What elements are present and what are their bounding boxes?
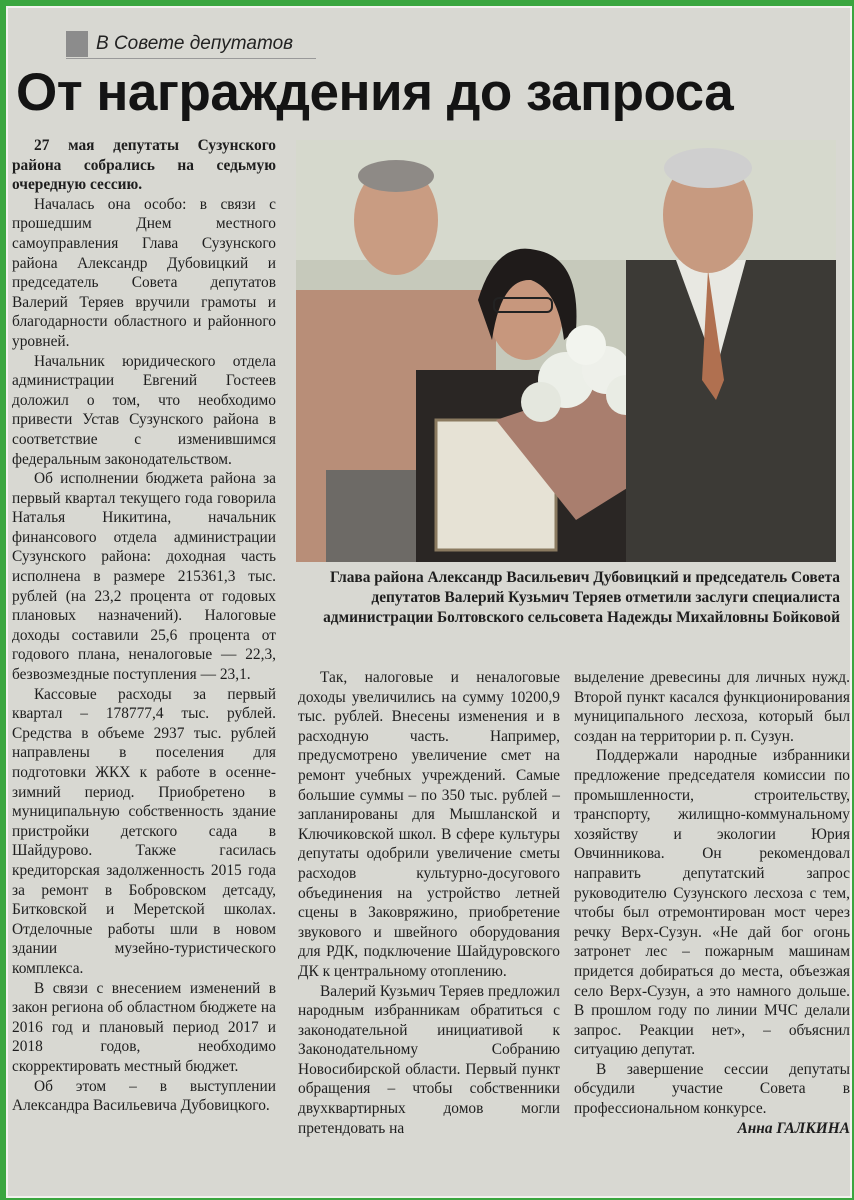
rubric-marker <box>66 31 88 57</box>
newspaper-page <box>6 6 852 1198</box>
rubric-underline <box>66 58 316 59</box>
paragraph: Валерий Кузьмич Теряев предложил народным избранникам обратиться с законодательной инициативой к Законодательному Собранию Новосибирской области. Первый пункт обращения – чтобы собственники двухквартирных домов могли претендовать на <box>298 982 560 1137</box>
photo-caption <box>298 568 840 628</box>
paragraph: Кассовые расходы за первый квартал – 178777,4 тыс. рублей. Средства в объеме 2937 тыс. рублей направлены в поселения для подготовки ЖКХ к работе в осенне-зимний период. Приобретено в муниципальную собственность здание пристройки детского сада в Шайдурово. Также гасилась кредиторская задолженность 2015 года за ремонт в Бобровском детсаду, Битковской и Меретской школах. Отделочные работы шли в новом здании музейно-туристического комплекса. <box>12 685 276 977</box>
paragraph: Об этом – в выступлении Александра Васильевича Дубовицкого. <box>12 1077 276 1115</box>
paragraph: Началась она особо: в связи с прошедшим Днем местного самоуправления Глава Сузунского района Александр Дубовицкий и председатель Совета депутатов Валерий Теряев вручили грамоты и благодарности областного и районного уровней. <box>12 195 276 350</box>
article-photo <box>296 140 836 562</box>
adjacent-column-edge <box>844 48 852 378</box>
photo-illustration <box>296 140 836 562</box>
article-headline: От награждения до запроса <box>16 63 734 122</box>
paragraph: В завершение сессии депутаты обсудили участие Совета в профессиональном конкурсе. <box>574 1060 850 1118</box>
paragraph: Так, налоговые и неналоговые доходы увеличились на сумму 10200,9 тыс. рублей. Внесены изменения и в расходную часть. Например, предусмотрено увеличение смет на ремонт учебных учреждений. Самые большие суммы – по 350 тыс. рублей – запланированы для Мышланской и Ключиковской школ. В сфере культуры депутаты одобрили увеличение сметы расходов культурно-досугового объединения на устройство летней сцены в Заковряжино, приобретение звукового и швейного оборудования для РДК, подключение Шайдуровского ДК к центральному отоплению. <box>298 669 560 980</box>
caption-text: Глава района Александр Васильевич Дубовицкий и председатель Совета депутатов Валерий Кузьмич Теряев отметили заслуги специалиста администрации Болтовского сельсовета Надежды Михайловны Бойковой <box>323 569 840 626</box>
paragraph: Об исполнении бюджета района за первый квартал текущего года говорила Наталья Никитина, начальник финансового отдела администрации Сузунского района: доходная часть исполнена в размере 215361,3 тыс. рублей (на 23,2 процента от годовых плановых назначений). Налоговые доходы составили 25,6 процента от годового плана, неналоговые — 22,3, безвозмездные поступления — 23,1. <box>12 470 276 684</box>
article-lead: 27 мая депутаты Сузунского района собрались на седьмую очередную сессию. <box>12 137 276 194</box>
article-column-2 <box>298 668 560 1138</box>
paragraph: выделение древесины для личных нужд. Второй пункт касался функционирования муниципального лесхоза, который был создан на территории р. п. Сузун. <box>574 669 850 745</box>
section-rubric <box>66 30 316 58</box>
paragraph: В связи с внесением изменений в закон региона об областном бюджете на 2016 год и плановый период 2017 и 2018 годов, необходимо скорректировать местный бюджет. <box>12 979 276 1075</box>
article-author: Анна ГАЛКИНА <box>737 1119 850 1137</box>
paragraph: Поддержали народные избранники предложение председателя комиссии по промышленности, строительству, транспорту, жилищно-коммунальному хозяйству и экологии Юрия Овчинникова. Он рекомендовал направить депутатский запрос руководителю Сузунского лесхоза с тем, чтобы был отремонтирован мост через речку Верх-Сузун. «Не дай бог огонь затронет лес – пожарным машинам придется добираться до места, объезжая село Верх-Сузун, а это намного дольше. В прошлом году по линии МЧС делали запрос. Реакции нет», – объяснил ситуацию депутат. <box>574 747 850 1059</box>
article-column-1 <box>12 136 276 1116</box>
rubric-label: В Совете депутатов <box>96 33 294 54</box>
paragraph: Начальник юридического отдела администрации Евгений Гостеев доложил о том, что необходимо привести Устав Сузунского района в соответствие с изменившимся федеральным законодательством. <box>12 352 276 468</box>
article-column-3 <box>574 668 850 1138</box>
